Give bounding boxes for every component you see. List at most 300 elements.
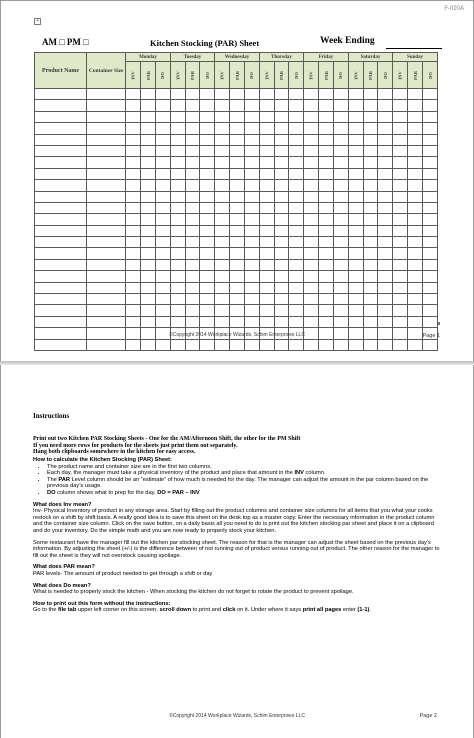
table-cell[interactable] (141, 134, 156, 145)
table-cell[interactable] (155, 271, 170, 282)
table-cell[interactable] (170, 123, 185, 134)
table-cell[interactable] (259, 271, 274, 282)
table-cell[interactable] (422, 180, 437, 191)
table-cell[interactable] (422, 294, 437, 305)
table-cell[interactable] (215, 89, 230, 100)
table-cell[interactable] (185, 237, 200, 248)
table-cell[interactable] (274, 168, 289, 179)
table-cell[interactable] (35, 294, 87, 305)
table-cell[interactable] (35, 282, 87, 293)
table-cell[interactable] (215, 134, 230, 145)
table-cell[interactable] (185, 225, 200, 236)
table-cell[interactable] (393, 248, 408, 259)
table-cell[interactable] (87, 100, 126, 111)
table-cell[interactable] (126, 145, 141, 156)
table-cell[interactable] (155, 89, 170, 100)
table-cell[interactable] (170, 282, 185, 293)
table-cell[interactable] (200, 214, 215, 225)
table-cell[interactable] (155, 305, 170, 316)
table-cell[interactable] (87, 248, 126, 259)
table-cell[interactable] (378, 225, 393, 236)
table-cell[interactable] (87, 157, 126, 168)
table-cell[interactable] (170, 316, 185, 327)
table-cell[interactable] (422, 271, 437, 282)
table-cell[interactable] (230, 100, 245, 111)
table-cell[interactable] (348, 180, 363, 191)
table-cell[interactable] (215, 294, 230, 305)
table-cell[interactable] (363, 214, 378, 225)
table-cell[interactable] (126, 180, 141, 191)
table-cell[interactable] (289, 89, 304, 100)
table-cell[interactable] (215, 282, 230, 293)
table-cell[interactable] (408, 316, 423, 327)
table-cell[interactable] (363, 339, 378, 350)
table-cell[interactable] (170, 191, 185, 202)
table-cell[interactable] (200, 145, 215, 156)
table-cell[interactable] (259, 225, 274, 236)
table-cell[interactable] (35, 316, 87, 327)
table-cell[interactable] (393, 237, 408, 248)
table-cell[interactable] (155, 248, 170, 259)
table-cell[interactable] (126, 89, 141, 100)
table-cell[interactable] (408, 157, 423, 168)
table-cell[interactable] (393, 134, 408, 145)
table-cell[interactable] (393, 305, 408, 316)
table-cell[interactable] (348, 100, 363, 111)
table-cell[interactable] (378, 294, 393, 305)
table-cell[interactable] (87, 202, 126, 213)
table-cell[interactable] (126, 134, 141, 145)
table-cell[interactable] (408, 202, 423, 213)
table-cell[interactable] (348, 294, 363, 305)
table-cell[interactable] (319, 214, 334, 225)
table-cell[interactable] (348, 134, 363, 145)
table-cell[interactable] (319, 305, 334, 316)
table-cell[interactable] (200, 123, 215, 134)
table-cell[interactable] (348, 111, 363, 122)
table-cell[interactable] (230, 305, 245, 316)
table-cell[interactable] (126, 157, 141, 168)
table-cell[interactable] (304, 248, 319, 259)
table-cell[interactable] (393, 225, 408, 236)
table-cell[interactable] (333, 145, 348, 156)
table-cell[interactable] (259, 282, 274, 293)
table-cell[interactable] (141, 123, 156, 134)
table-cell[interactable] (274, 237, 289, 248)
table-cell[interactable] (126, 339, 141, 350)
table-cell[interactable] (259, 134, 274, 145)
table-cell[interactable] (378, 100, 393, 111)
table-cell[interactable] (230, 202, 245, 213)
table-cell[interactable] (200, 339, 215, 350)
table-cell[interactable] (126, 248, 141, 259)
table-cell[interactable] (274, 259, 289, 270)
table-cell[interactable] (185, 248, 200, 259)
table-cell[interactable] (155, 316, 170, 327)
table-cell[interactable] (35, 271, 87, 282)
table-cell[interactable] (348, 282, 363, 293)
table-cell[interactable] (170, 271, 185, 282)
table-cell[interactable] (155, 339, 170, 350)
table-cell[interactable] (378, 305, 393, 316)
table-cell[interactable] (215, 191, 230, 202)
table-cell[interactable] (289, 259, 304, 270)
table-cell[interactable] (333, 214, 348, 225)
table-cell[interactable] (185, 134, 200, 145)
table-cell[interactable] (333, 339, 348, 350)
table-cell[interactable] (155, 282, 170, 293)
table-cell[interactable] (422, 123, 437, 134)
table-cell[interactable] (126, 111, 141, 122)
table-cell[interactable] (393, 111, 408, 122)
table-cell[interactable] (230, 339, 245, 350)
table-cell[interactable] (170, 225, 185, 236)
table-cell[interactable] (333, 225, 348, 236)
table-cell[interactable] (348, 225, 363, 236)
table-cell[interactable] (244, 168, 259, 179)
table-cell[interactable] (215, 168, 230, 179)
table-cell[interactable] (155, 145, 170, 156)
table-cell[interactable] (126, 237, 141, 248)
table-cell[interactable] (289, 305, 304, 316)
table-cell[interactable] (289, 157, 304, 168)
table-cell[interactable] (289, 248, 304, 259)
table-cell[interactable] (348, 214, 363, 225)
table-cell[interactable] (408, 282, 423, 293)
table-cell[interactable] (378, 339, 393, 350)
table-cell[interactable] (230, 168, 245, 179)
table-cell[interactable] (289, 225, 304, 236)
table-cell[interactable] (170, 237, 185, 248)
table-cell[interactable] (274, 134, 289, 145)
table-cell[interactable] (304, 339, 319, 350)
table-cell[interactable] (259, 157, 274, 168)
table-cell[interactable] (333, 237, 348, 248)
table-cell[interactable] (155, 259, 170, 270)
table-cell[interactable] (393, 145, 408, 156)
table-cell[interactable] (393, 191, 408, 202)
table-cell[interactable] (87, 294, 126, 305)
table-cell[interactable] (319, 248, 334, 259)
table-cell[interactable] (155, 294, 170, 305)
table-cell[interactable] (155, 191, 170, 202)
table-cell[interactable] (155, 225, 170, 236)
table-cell[interactable] (259, 294, 274, 305)
table-cell[interactable] (393, 271, 408, 282)
table-cell[interactable] (348, 191, 363, 202)
table-cell[interactable] (215, 248, 230, 259)
table-cell[interactable] (200, 237, 215, 248)
table-cell[interactable] (393, 339, 408, 350)
table-cell[interactable] (422, 100, 437, 111)
table-cell[interactable] (333, 294, 348, 305)
table-cell[interactable] (393, 282, 408, 293)
table-cell[interactable] (244, 191, 259, 202)
table-cell[interactable] (304, 202, 319, 213)
table-cell[interactable] (259, 145, 274, 156)
table-cell[interactable] (378, 316, 393, 327)
table-cell[interactable] (155, 157, 170, 168)
table-cell[interactable] (155, 237, 170, 248)
table-cell[interactable] (319, 259, 334, 270)
table-cell[interactable] (378, 111, 393, 122)
table-cell[interactable] (141, 237, 156, 248)
table-cell[interactable] (200, 157, 215, 168)
table-cell[interactable] (378, 134, 393, 145)
table-cell[interactable] (408, 111, 423, 122)
table-cell[interactable] (363, 168, 378, 179)
table-cell[interactable] (348, 259, 363, 270)
table-cell[interactable] (363, 123, 378, 134)
table-cell[interactable] (393, 180, 408, 191)
table-cell[interactable] (185, 305, 200, 316)
table-cell[interactable] (408, 191, 423, 202)
table-cell[interactable] (215, 111, 230, 122)
table-cell[interactable] (304, 282, 319, 293)
table-cell[interactable] (170, 111, 185, 122)
table-cell[interactable] (244, 237, 259, 248)
table-cell[interactable] (348, 157, 363, 168)
table-cell[interactable] (319, 157, 334, 168)
table-cell[interactable] (87, 225, 126, 236)
table-cell[interactable] (170, 180, 185, 191)
table-cell[interactable] (348, 145, 363, 156)
table-cell[interactable] (348, 248, 363, 259)
table-cell[interactable] (333, 134, 348, 145)
table-cell[interactable] (141, 271, 156, 282)
table-cell[interactable] (408, 237, 423, 248)
table-cell[interactable] (244, 259, 259, 270)
table-cell[interactable] (170, 168, 185, 179)
table-cell[interactable] (422, 225, 437, 236)
table-cell[interactable] (348, 89, 363, 100)
table-cell[interactable] (215, 157, 230, 168)
table-cell[interactable] (185, 259, 200, 270)
table-cell[interactable] (244, 305, 259, 316)
table-cell[interactable] (319, 294, 334, 305)
table-cell[interactable] (289, 202, 304, 213)
table-cell[interactable] (274, 316, 289, 327)
table-cell[interactable] (200, 100, 215, 111)
table-cell[interactable] (333, 123, 348, 134)
table-cell[interactable] (378, 248, 393, 259)
table-cell[interactable] (185, 145, 200, 156)
table-cell[interactable] (289, 339, 304, 350)
table-cell[interactable] (87, 282, 126, 293)
table-cell[interactable] (363, 248, 378, 259)
table-cell[interactable] (333, 168, 348, 179)
table-cell[interactable] (200, 294, 215, 305)
table-cell[interactable] (289, 180, 304, 191)
table-cell[interactable] (319, 89, 334, 100)
table-cell[interactable] (87, 145, 126, 156)
table-cell[interactable] (185, 271, 200, 282)
table-cell[interactable] (35, 202, 87, 213)
table-cell[interactable] (378, 214, 393, 225)
table-cell[interactable] (378, 202, 393, 213)
table-cell[interactable] (363, 180, 378, 191)
table-cell[interactable] (230, 180, 245, 191)
table-cell[interactable] (304, 225, 319, 236)
table-cell[interactable] (230, 111, 245, 122)
table-cell[interactable] (274, 157, 289, 168)
table-cell[interactable] (363, 305, 378, 316)
table-cell[interactable] (289, 123, 304, 134)
table-cell[interactable] (363, 134, 378, 145)
table-cell[interactable] (185, 191, 200, 202)
table-cell[interactable] (319, 168, 334, 179)
table-cell[interactable] (259, 339, 274, 350)
table-cell[interactable] (333, 100, 348, 111)
table-cell[interactable] (244, 123, 259, 134)
table-cell[interactable] (319, 123, 334, 134)
table-cell[interactable] (170, 100, 185, 111)
table-cell[interactable] (363, 157, 378, 168)
table-cell[interactable] (304, 134, 319, 145)
table-cell[interactable] (289, 100, 304, 111)
table-cell[interactable] (259, 191, 274, 202)
table-cell[interactable] (126, 123, 141, 134)
table-cell[interactable] (408, 89, 423, 100)
table-cell[interactable] (200, 168, 215, 179)
table-cell[interactable] (378, 157, 393, 168)
table-cell[interactable] (422, 259, 437, 270)
table-cell[interactable] (35, 145, 87, 156)
table-cell[interactable] (244, 202, 259, 213)
table-cell[interactable] (87, 111, 126, 122)
table-cell[interactable] (170, 157, 185, 168)
table-cell[interactable] (422, 168, 437, 179)
table-cell[interactable] (87, 168, 126, 179)
table-cell[interactable] (141, 259, 156, 270)
table-cell[interactable] (155, 202, 170, 213)
table-cell[interactable] (35, 111, 87, 122)
table-cell[interactable] (87, 123, 126, 134)
table-cell[interactable] (393, 316, 408, 327)
table-cell[interactable] (393, 157, 408, 168)
table-cell[interactable] (289, 294, 304, 305)
table-cell[interactable] (244, 248, 259, 259)
table-cell[interactable] (378, 180, 393, 191)
table-cell[interactable] (126, 259, 141, 270)
table-cell[interactable] (259, 202, 274, 213)
table-cell[interactable] (230, 237, 245, 248)
table-cell[interactable] (408, 294, 423, 305)
table-cell[interactable] (141, 145, 156, 156)
table-cell[interactable] (304, 259, 319, 270)
table-cell[interactable] (230, 214, 245, 225)
table-cell[interactable] (185, 168, 200, 179)
table-cell[interactable] (333, 282, 348, 293)
table-cell[interactable] (289, 168, 304, 179)
table-cell[interactable] (348, 123, 363, 134)
table-cell[interactable] (200, 134, 215, 145)
table-cell[interactable] (200, 316, 215, 327)
table-cell[interactable] (141, 89, 156, 100)
table-cell[interactable] (363, 259, 378, 270)
table-cell[interactable] (155, 111, 170, 122)
table-cell[interactable] (259, 248, 274, 259)
table-cell[interactable] (141, 100, 156, 111)
table-cell[interactable] (393, 89, 408, 100)
table-cell[interactable] (230, 316, 245, 327)
table-cell[interactable] (87, 180, 126, 191)
table-cell[interactable] (363, 191, 378, 202)
table-cell[interactable] (87, 214, 126, 225)
table-cell[interactable] (333, 259, 348, 270)
table-cell[interactable] (244, 111, 259, 122)
table-cell[interactable] (274, 191, 289, 202)
table-cell[interactable] (333, 202, 348, 213)
table-cell[interactable] (333, 89, 348, 100)
table-cell[interactable] (289, 111, 304, 122)
table-cell[interactable] (215, 271, 230, 282)
table-cell[interactable] (141, 168, 156, 179)
table-cell[interactable] (363, 202, 378, 213)
table-move-handle-icon[interactable]: + (34, 18, 41, 25)
table-cell[interactable] (170, 294, 185, 305)
table-cell[interactable] (215, 339, 230, 350)
table-cell[interactable] (185, 180, 200, 191)
table-cell[interactable] (289, 214, 304, 225)
table-cell[interactable] (393, 294, 408, 305)
table-cell[interactable] (378, 89, 393, 100)
table-cell[interactable] (422, 111, 437, 122)
table-cell[interactable] (244, 100, 259, 111)
table-cell[interactable] (35, 259, 87, 270)
table-cell[interactable] (230, 248, 245, 259)
table-cell[interactable] (333, 180, 348, 191)
table-cell[interactable] (393, 214, 408, 225)
table-cell[interactable] (333, 111, 348, 122)
table-cell[interactable] (215, 305, 230, 316)
table-cell[interactable] (274, 305, 289, 316)
table-cell[interactable] (304, 145, 319, 156)
table-cell[interactable] (200, 259, 215, 270)
table-cell[interactable] (304, 191, 319, 202)
table-cell[interactable] (422, 202, 437, 213)
table-cell[interactable] (200, 89, 215, 100)
table-cell[interactable] (393, 123, 408, 134)
table-cell[interactable] (244, 271, 259, 282)
table-cell[interactable] (126, 214, 141, 225)
table-cell[interactable] (274, 248, 289, 259)
table-cell[interactable] (333, 157, 348, 168)
table-cell[interactable] (348, 202, 363, 213)
table-cell[interactable] (244, 339, 259, 350)
table-cell[interactable] (319, 134, 334, 145)
table-cell[interactable] (274, 202, 289, 213)
table-cell[interactable] (35, 123, 87, 134)
table-cell[interactable] (422, 89, 437, 100)
table-cell[interactable] (393, 100, 408, 111)
table-cell[interactable] (170, 214, 185, 225)
table-cell[interactable] (378, 123, 393, 134)
table-cell[interactable] (35, 157, 87, 168)
table-cell[interactable] (348, 305, 363, 316)
table-cell[interactable] (378, 237, 393, 248)
table-cell[interactable] (230, 271, 245, 282)
table-cell[interactable] (200, 111, 215, 122)
table-cell[interactable] (170, 259, 185, 270)
table-cell[interactable] (215, 202, 230, 213)
table-cell[interactable] (422, 214, 437, 225)
table-cell[interactable] (274, 271, 289, 282)
table-cell[interactable] (200, 305, 215, 316)
table-cell[interactable] (215, 180, 230, 191)
table-cell[interactable] (141, 225, 156, 236)
table-cell[interactable] (35, 89, 87, 100)
